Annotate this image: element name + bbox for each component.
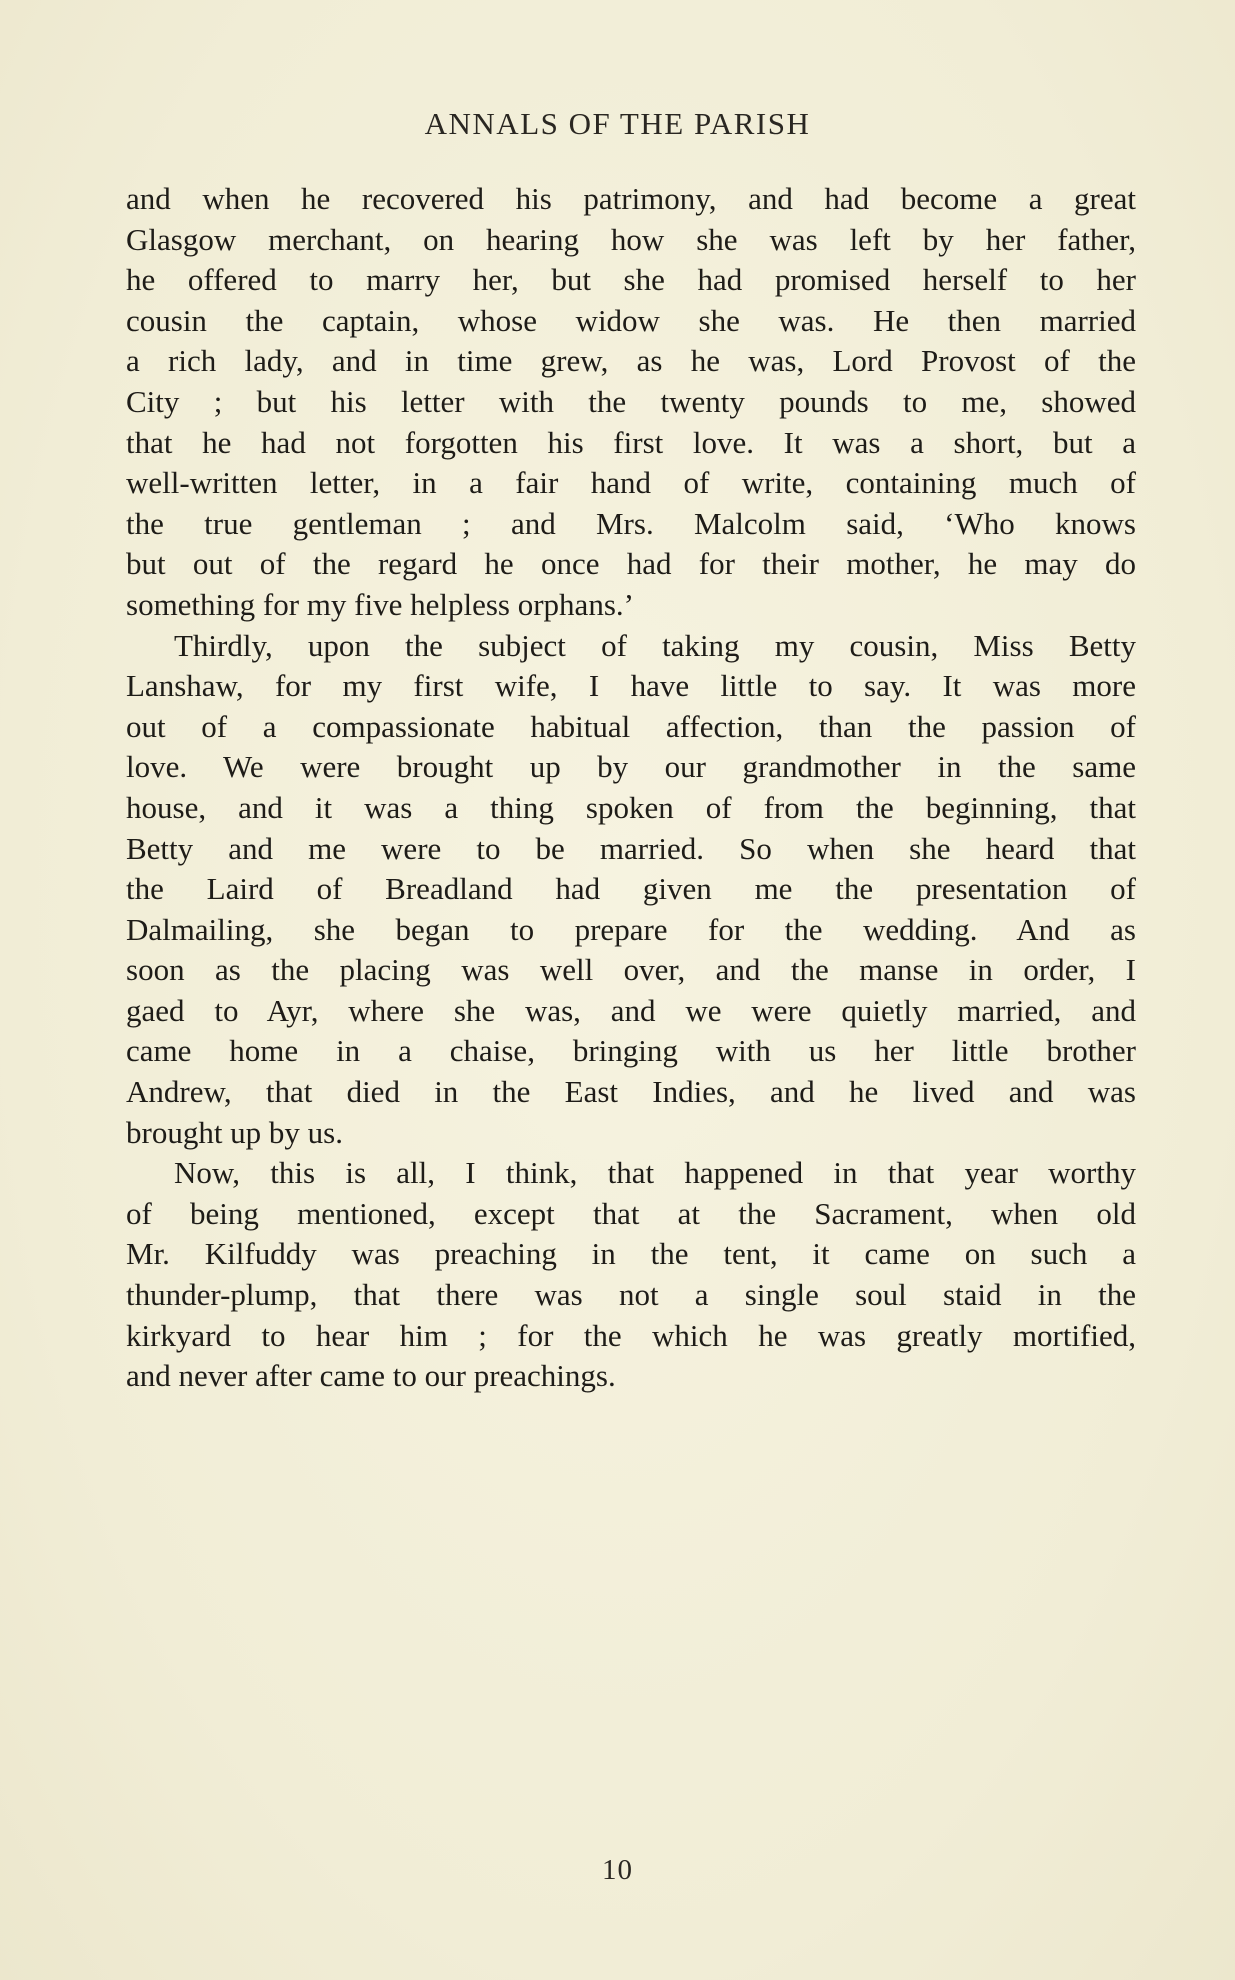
text-line: soon as the placing was well over, and the manse in order, I [126, 952, 1136, 988]
text-line: that he had not forgotten his first love. It was a short, but a [126, 424, 1136, 460]
text-line: Betty and me were to be married. So when she heard that [126, 830, 1136, 866]
running-title: ANNALS OF THE PARISH [424, 106, 811, 141]
text-line: house, and it was a thing spoken of from the beginning, that [126, 789, 1136, 825]
text-line: and when he recovered his patrimony, and had become a great [126, 181, 1136, 216]
text-line: came home in a chaise, bringing with us her little brother [126, 1033, 1136, 1069]
text-line: gaed to Ayr, where she was, and we were quietly married, and [126, 992, 1136, 1028]
text-line: City ; but his letter with the twenty pounds to me, showed [126, 383, 1136, 419]
text-line: of being mentioned, except that at the Sacrament, when old [126, 1195, 1136, 1231]
text-line: the true gentleman ; and Mrs. Malcolm said, ‘Who knows [126, 505, 1136, 541]
text-line: the Laird of Breadland had given me the presentation of [126, 871, 1136, 907]
body-text [126, 179, 1136, 1397]
text-line: Glasgow merchant, on hearing how she was left by her father, [126, 221, 1136, 257]
text-line: love. We were brought up by our grandmother in the same [126, 749, 1136, 785]
page-number: 10 [602, 1854, 633, 1886]
text-line: and never after came to our preachings. [126, 1358, 616, 1394]
text-line: Now, this is all, I think, that happened in that year worthy [174, 1155, 1136, 1191]
text-line: Mr. Kilfuddy was preaching in the tent, it came on such a [126, 1236, 1136, 1272]
text-line: he offered to marry her, but she had promised herself to her [126, 262, 1136, 298]
text-line: Andrew, that died in the East Indies, and he lived and was [126, 1074, 1136, 1110]
text-line: something for my five helpless orphans.’ [126, 586, 634, 622]
text-line: Lanshaw, for my first wife, I have little to say. It was more [126, 668, 1136, 704]
text-line: thunder-plump, that there was not a single soul staid in the [126, 1277, 1136, 1313]
text-line: well-written letter, in a fair hand of write, containing much of [126, 465, 1136, 501]
text-line: Dalmailing, she began to prepare for the wedding. And as [126, 911, 1136, 947]
text-line: out of a compassionate habitual affection, than the passion of [126, 708, 1136, 744]
text-line: brought up by us. [126, 1114, 343, 1150]
text-line: a rich lady, and in time grew, as he was, Lord Provost of the [126, 343, 1136, 379]
text-line: but out of the regard he once had for their mother, he may do [126, 546, 1136, 582]
text-line: Thirdly, upon the subject of taking my cousin, Miss Betty [174, 627, 1136, 663]
text-line: cousin the captain, whose widow she was. He then married [126, 302, 1136, 338]
text-line: kirkyard to hear him ; for the which he was greatly mortified, [126, 1317, 1136, 1353]
